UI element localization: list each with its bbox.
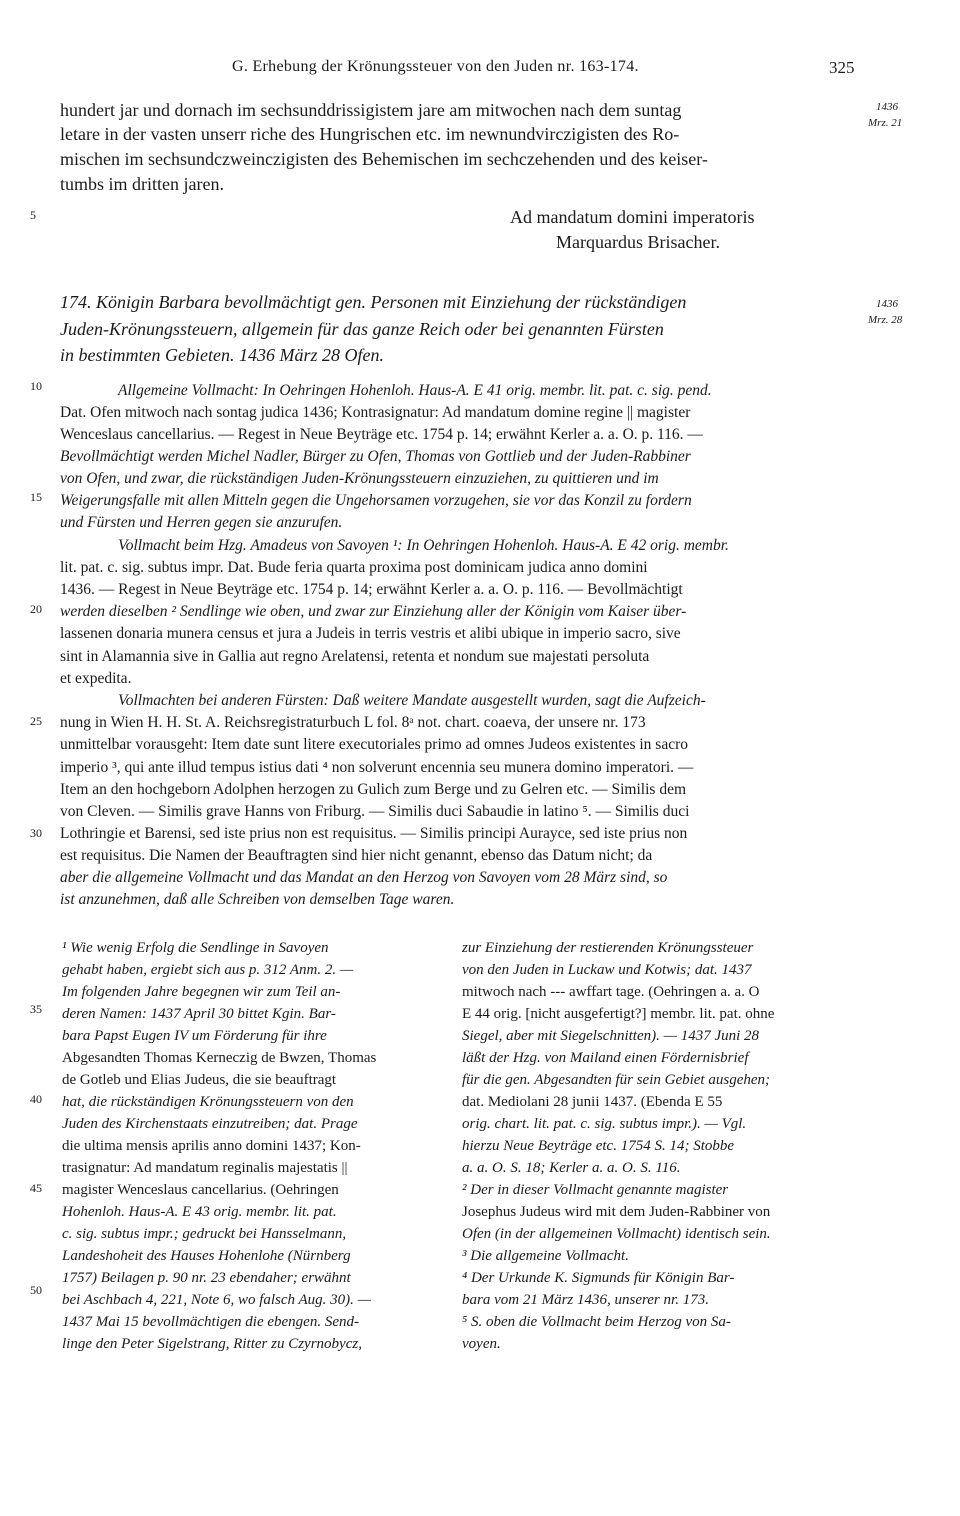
footnote-line: ⁵ S. oben die Vollmacht beim Herzog von Sa- [462, 1314, 731, 1330]
top-line: hundert jar und dornach im sechsunddrissigistem jare am mitwochen nach dem suntag [60, 100, 682, 120]
body-line: sint in Alamannia sive in Gallia aut regno Arelatensi, retenta et nondum sue majestati persoluta [60, 648, 650, 665]
line-number: 35 [30, 1002, 42, 1016]
footnote-line: für die gen. Abgesandten für sein Gebiet ausgehen; [462, 1072, 770, 1088]
body-line: von Cleven. — Similis grave Hanns von Friburg. — Similis duci Sabaudie in latino ⁵. — Similis duci [60, 803, 690, 820]
line-number: 30 [30, 826, 42, 840]
footnote-line: Landeshoheit des Hauses Hohenlohe (Nürnberg [62, 1248, 351, 1264]
line-number: 5 [30, 208, 36, 222]
footnote-line: 1437 Mai 15 bevollmächtigen die ebengen. Send- [62, 1314, 359, 1330]
regest-line: Juden-Krönungssteuern, allgemein für das ganze Reich oder bei genannten Fürsten [60, 319, 664, 339]
footnote-line: gehabt haben, ergiebt sich aus p. 312 Anm. 2. — [62, 962, 354, 978]
line-number: 25 [30, 714, 42, 728]
body-line: et expedita. [60, 670, 132, 687]
signature-line: Marquardus Brisacher. [556, 232, 720, 252]
footnote-line: die ultima mensis aprilis anno domini 1437; Kon- [62, 1138, 361, 1154]
footnote-line: a. a. O. S. 18; Kerler a. a. O. S. 116. [462, 1160, 681, 1176]
body-line: Lothringie et Barensi, sed iste prius non est requisitus. — Similis principi Aurayce, sed iste prius non [60, 825, 688, 842]
line-number: 50 [30, 1283, 42, 1297]
body-line: Vollmachten bei anderen Fürsten: Daß weitere Mandate ausgestellt wurden, sagt die Aufzeich- [118, 692, 706, 709]
body-line: von Ofen, und zwar, die rückständigen Juden-Krönungssteuern einzuziehen, zu quittieren und im [60, 470, 659, 487]
signature-block [510, 205, 754, 255]
footnote-line: linge den Peter Sigelstrang, Ritter zu Czyrnobycz, [62, 1336, 362, 1352]
footnote-line: voyen. [462, 1336, 501, 1352]
footnote-line: Josephus Judeus wird mit dem Juden-Rabbiner von [462, 1204, 771, 1220]
top-line: letare in der vasten unserr riche des Hungrischen etc. im newnundvirczigisten des Ro- [60, 124, 680, 144]
body-line: Allgemeine Vollmacht: In Oehringen Hohenloh. Haus-A. E 41 orig. membr. lit. pat. c. sig. pend. [118, 382, 712, 399]
top-line: mischen im sechsundczweinczigisten des Behemischen im sechczehenden und des keiser- [60, 149, 708, 169]
footnote-line: de Gotleb und Elias Judeus, die sie beauftragt [62, 1072, 337, 1088]
margin-date-year: 1436 [876, 298, 898, 310]
footnote-line: orig. chart. lit. pat. c. sig. subtus impr.). — Vgl. [462, 1116, 747, 1132]
footnote-line: von den Juden in Luckaw und Kotwis; dat. 1437 [462, 962, 752, 978]
body-line: Dat. Ofen mitwoch nach sontag judica 1436; Kontrasignatur: Ad mandatum domine regine || magister [60, 404, 691, 421]
body-line: est requisitus. Die Namen der Beauftragten sind hier nicht genannt, ebenso das Datum nicht; da [60, 847, 653, 864]
body-line: Weigerungsfalle mit allen Mitteln gegen die Ungehorsamen vorzugehen, sie vor das Konzil zu fordern [60, 492, 692, 509]
line-number: 10 [30, 379, 42, 393]
body-line: unmittelbar vorausgeht: Item date sunt litere executoriales primo ad omnes Judeos existentes in sacro [60, 736, 688, 753]
signature-line: Ad mandatum domini imperatoris [510, 207, 755, 227]
margin-date-year: 1436 [876, 101, 898, 113]
footnote-line: deren Namen: 1437 April 30 bittet Kgin. Bar- [62, 1006, 336, 1022]
footnote-line: ⁴ Der Urkunde K. Sigmunds für Königin Bar- [462, 1270, 735, 1286]
body-line: Bevollmächtigt werden Michel Nadler, Bürger zu Ofen, Thomas von Gottlieb und der Juden-Rabbiner [60, 448, 691, 465]
body-line: werden dieselben ² Sendlinge wie oben, und zwar zur Einziehung aller der Königin vom Kaiser über- [60, 603, 687, 620]
body-line: aber die allgemeine Vollmacht und das Mandat an den Herzog von Savoyen vom 28 März sind, so [60, 869, 668, 886]
footnote-line: 1757) Beilagen p. 90 nr. 23 ebendaher; erwähnt [62, 1270, 351, 1286]
footnote-line: ² Der in dieser Vollmacht genannte magister [462, 1182, 729, 1198]
body-line: 1436. — Regest in Neue Beyträge etc. 1754 p. 14; erwähnt Kerler a. a. O. p. 116. — Bevollmächtigt [60, 581, 683, 598]
line-number: 45 [30, 1181, 42, 1195]
body-line: lassenen donaria munera census et jura a Judeis in terris vestris et alibi ubique in imperio sacro, sive [60, 625, 681, 642]
body-line: Item an den hochgeborn Adolphen herzogen zu Gulich zum Berge und zu Gelren etc. — Similis dem [60, 781, 687, 798]
footnote-line: läßt der Hzg. von Mailand einen Fördernisbrief [462, 1050, 749, 1066]
footnote-line: trasignatur: Ad mandatum reginalis majestatis || [62, 1160, 348, 1176]
body-line: ist anzunehmen, daß alle Schreiben von demselben Tage waren. [60, 891, 455, 908]
body-line: Wenceslaus cancellarius. — Regest in Neue Beyträge etc. 1754 p. 14; erwähnt Kerler a. a. O. p. 116. — [60, 426, 703, 443]
footnote-line: Siegel, aber mit Siegelschnitten). — 1437 Juni 28 [462, 1028, 760, 1044]
footnote-line: hat, die rückständigen Krönungssteuern von den [62, 1094, 354, 1110]
footnote-line: hierzu Neue Beyträge etc. 1754 S. 14; Stobbe [462, 1138, 735, 1154]
footnote-line: c. sig. subtus impr.; gedruckt bei Hansselmann, [62, 1226, 347, 1242]
line-number: 20 [30, 602, 42, 616]
regest-line: 174. Königin Barbara bevollmächtigt gen. Personen mit Einziehung der rückständigen [60, 292, 687, 312]
body-line: imperio ³, qui ante illud tempus istius dati ⁴ non solverunt encennia seu munera domino imperatori. — [60, 759, 694, 776]
footnote-line: dat. Mediolani 28 junii 1437. (Ebenda E 55 [462, 1094, 723, 1110]
page-number: 325 [829, 58, 855, 77]
footnote-line: ³ Die allgemeine Vollmacht. [462, 1248, 629, 1264]
footnote-line: bei Aschbach 4, 221, Note 6, wo falsch Aug. 30). — [62, 1292, 372, 1308]
top-line: tumbs im dritten jaren. [60, 174, 224, 194]
footnote-line: zur Einziehung der restierenden Krönungssteuer [462, 940, 754, 956]
footnote-line: magister Wenceslaus cancellarius. (Oehringen [62, 1182, 339, 1198]
footnote-line: Juden des Kirchenstaats einzutreiben; dat. Prage [62, 1116, 358, 1132]
line-number: 15 [30, 490, 42, 504]
body-line: Vollmacht beim Hzg. Amadeus von Savoyen ¹: In Oehringen Hohenloh. Haus-A. E 42 orig. membr. [118, 537, 729, 554]
running-header: G. Erhebung der Krönungssteuer von den Juden nr. 163-174. [232, 58, 639, 75]
footnote-line: mitwoch nach --- awffart tage. (Oehringen a. a. O [462, 984, 760, 1000]
footnote-line: Ofen (in der allgemeinen Vollmacht) identisch sein. [462, 1226, 771, 1242]
footnote-line: Abgesandten Thomas Kerneczig de Bwzen, Thomas [62, 1050, 377, 1066]
body-line: lit. pat. c. sig. subtus impr. Dat. Bude feria quarta proxima post dominicam judica anno domini [60, 559, 648, 576]
footnote-line: bara Papst Eugen IV um Förderung für ihre [62, 1028, 327, 1044]
body-line: nung in Wien H. H. St. A. Reichsregistraturbuch L fol. 8ᵃ not. chart. coaeva, der unsere nr. 173 [60, 714, 646, 731]
footnote-line: ¹ Wie wenig Erfolg die Sendlinge in Savoyen [62, 940, 329, 956]
footnote-line: Hohenloh. Haus-A. E 43 orig. membr. lit. pat. [62, 1204, 337, 1220]
footnote-line: bara vom 21 März 1436, unserer nr. 173. [462, 1292, 709, 1308]
footnote-line: Im folgenden Jahre begegnen wir zum Teil an- [62, 984, 341, 1000]
line-number: 40 [30, 1092, 42, 1106]
regest-line: in bestimmten Gebieten. 1436 März 28 Ofen. [60, 345, 384, 365]
margin-date-day: Mrz. 21 [868, 117, 903, 129]
body-line: und Fürsten und Herren gegen sie anzurufen. [60, 514, 343, 531]
footnote-line: E 44 orig. [nicht ausgefertigt?] membr. lit. pat. ohne [462, 1006, 775, 1022]
margin-date-day: Mrz. 28 [868, 314, 903, 326]
